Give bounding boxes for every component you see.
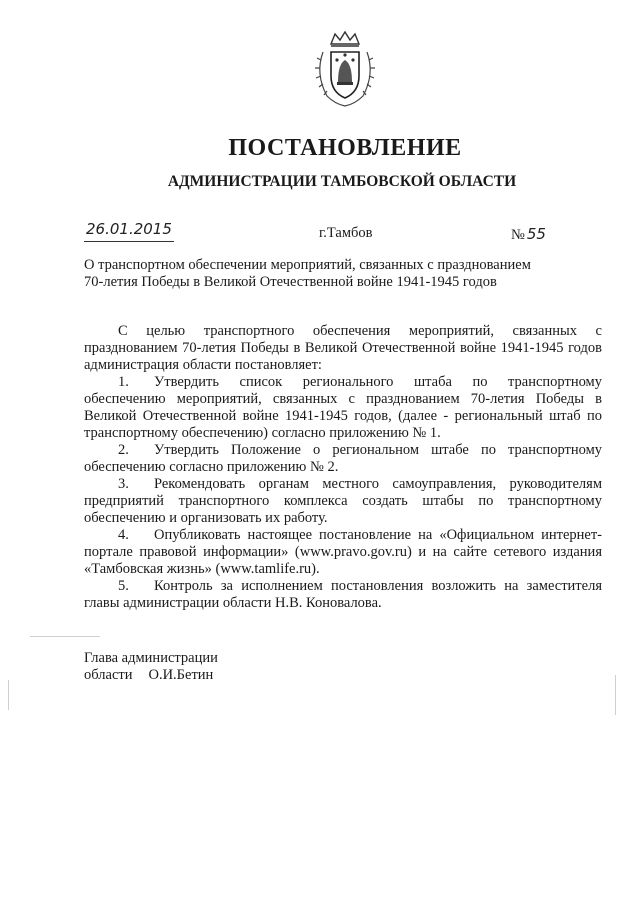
item-text: Контроль за исполнением постановления возложить на заместителя главы администрации области Н.В. Коновалова.: [84, 578, 602, 611]
subject-line: О транспортном обеспечении мероприятий, связанных с празднованием: [84, 257, 531, 273]
item-number: 2.: [118, 442, 129, 458]
item-text: Рекомендовать органам местного самоуправления, руководителям предприятий транспортного комплекса создать штабы по транспортному обеспечению и организовать их работу.: [84, 476, 602, 526]
item-number: 3.: [118, 476, 129, 492]
list-item: [84, 442, 602, 476]
item-number: 1.: [118, 374, 129, 390]
list-item: [84, 527, 602, 578]
item-number: 4.: [118, 527, 129, 543]
document-subject: [84, 257, 564, 291]
handwritten-date: 26.01.2015: [86, 220, 172, 238]
item-text: Утвердить Положение о региональном штабе по транспортному обеспечению согласно приложению № 2.: [84, 442, 602, 475]
scan-mark: [30, 636, 100, 637]
subject-line: 70-летия Победы в Великой Отечественной войне 1941-1945 годов: [84, 274, 497, 290]
item-text: Утвердить список регионального штаба по транспортному обеспечению мероприятий, связанных с празднованием 70-летия Победы в Великой Отечественной войне 1941-1945 годов, (далее - региональный штаб по транспортному обеспечению) согласно приложению № 1.: [84, 374, 602, 441]
document-title: ПОСТАНОВЛЕНИЕ: [228, 135, 462, 161]
list-item: [84, 476, 602, 527]
date-underline: [84, 241, 174, 242]
list-item: [84, 374, 602, 442]
signer-name: О.И.Бетин: [148, 667, 214, 683]
number-prefix: №: [511, 227, 525, 243]
list-item: [84, 578, 602, 612]
tambov-coat-of-arms-icon: [313, 30, 377, 108]
item-number: 5.: [118, 578, 129, 594]
intro-paragraph: С целью транспортного обеспечения мероприятий, связанных с празднованием 70-летия Победы в Великой Отечественной войне 1941-1945 годов администрация области постановляет:: [84, 323, 602, 373]
signer-position: Глава администрации: [84, 650, 218, 666]
city: г.Тамбов: [319, 225, 373, 241]
signature-block: [84, 650, 218, 684]
scan-mark: [615, 675, 616, 715]
document-body: [84, 323, 602, 612]
handwritten-number: 55: [526, 225, 546, 243]
document-subtitle: АДМИНИСТРАЦИИ ТАМБОВСКОЙ ОБЛАСТИ: [167, 173, 517, 190]
scan-mark: [8, 680, 9, 710]
date-field: [84, 220, 174, 242]
item-text: Опубликовать настоящее постановление на «Официальном интернет-портале правовой информации» (www.pravo.gov.ru) и на сайте сетевого издания «Тамбовская жизнь» (www.tamlife.ru).: [84, 527, 602, 577]
document-number: [511, 225, 546, 244]
signer-position-cont: области: [84, 667, 133, 683]
